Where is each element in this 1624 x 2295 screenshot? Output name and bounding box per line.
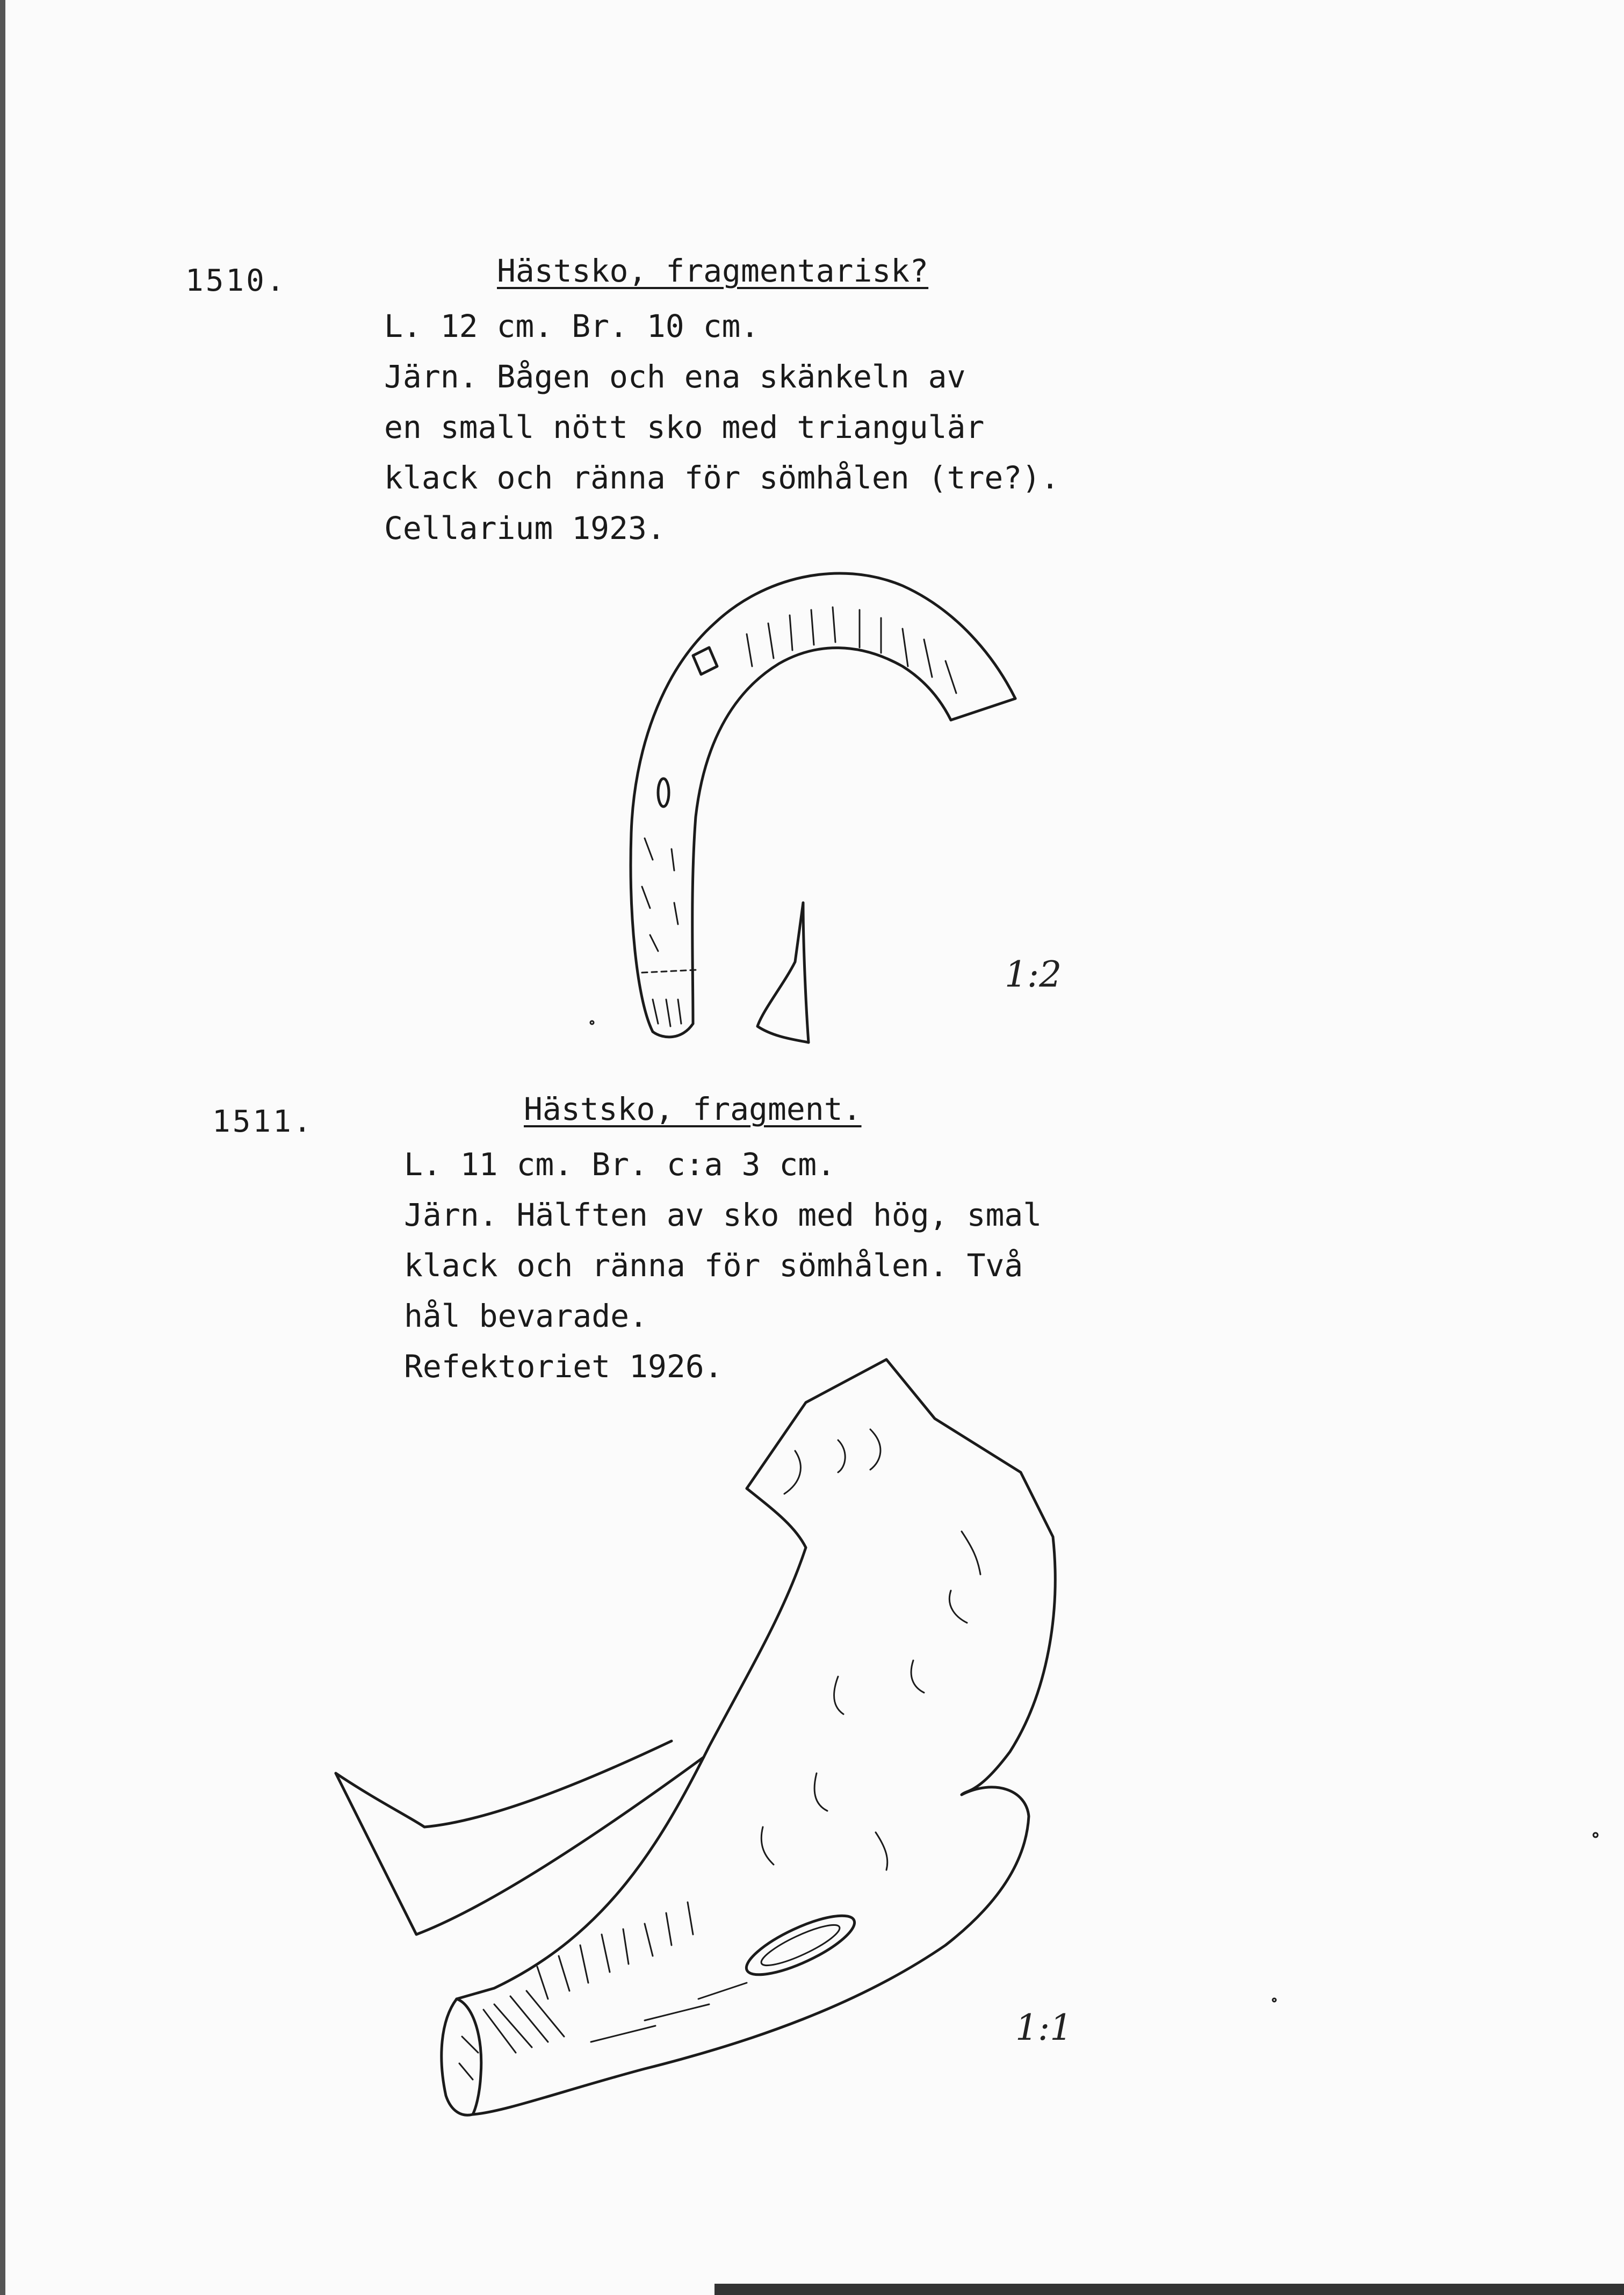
description-line: L. 11 cm. Br. c:a 3 cm. [404,1146,836,1183]
entry-title: Hästsko, fragmentarisk? [497,253,929,289]
entry-title: Hästsko, fragment. [524,1091,862,1127]
description-line: klack och ränna för sömhålen. Två [404,1247,1023,1284]
description-line: Refektoriet 1926. [404,1348,723,1385]
description-line: en small nött sko med triangulär [384,409,985,445]
description-line: Järn. Hälften av sko med hög, smal [404,1197,1042,1233]
scale-note: 1:1 [1015,2007,1073,2048]
description-line: klack och ränna för sömhålen (tre?). [384,459,1060,496]
description-line: L. 12 cm. Br. 10 cm. [384,308,760,344]
description-line: hål bevarade. [404,1298,648,1334]
entry-number: 1510. [185,263,287,298]
entry-number: 1511. [212,1104,314,1139]
scale-note: 1:2 [1005,954,1062,995]
description-line: Järn. Bågen och ena skänkeln av [384,358,966,395]
description-line: Cellarium 1923. [384,510,666,546]
